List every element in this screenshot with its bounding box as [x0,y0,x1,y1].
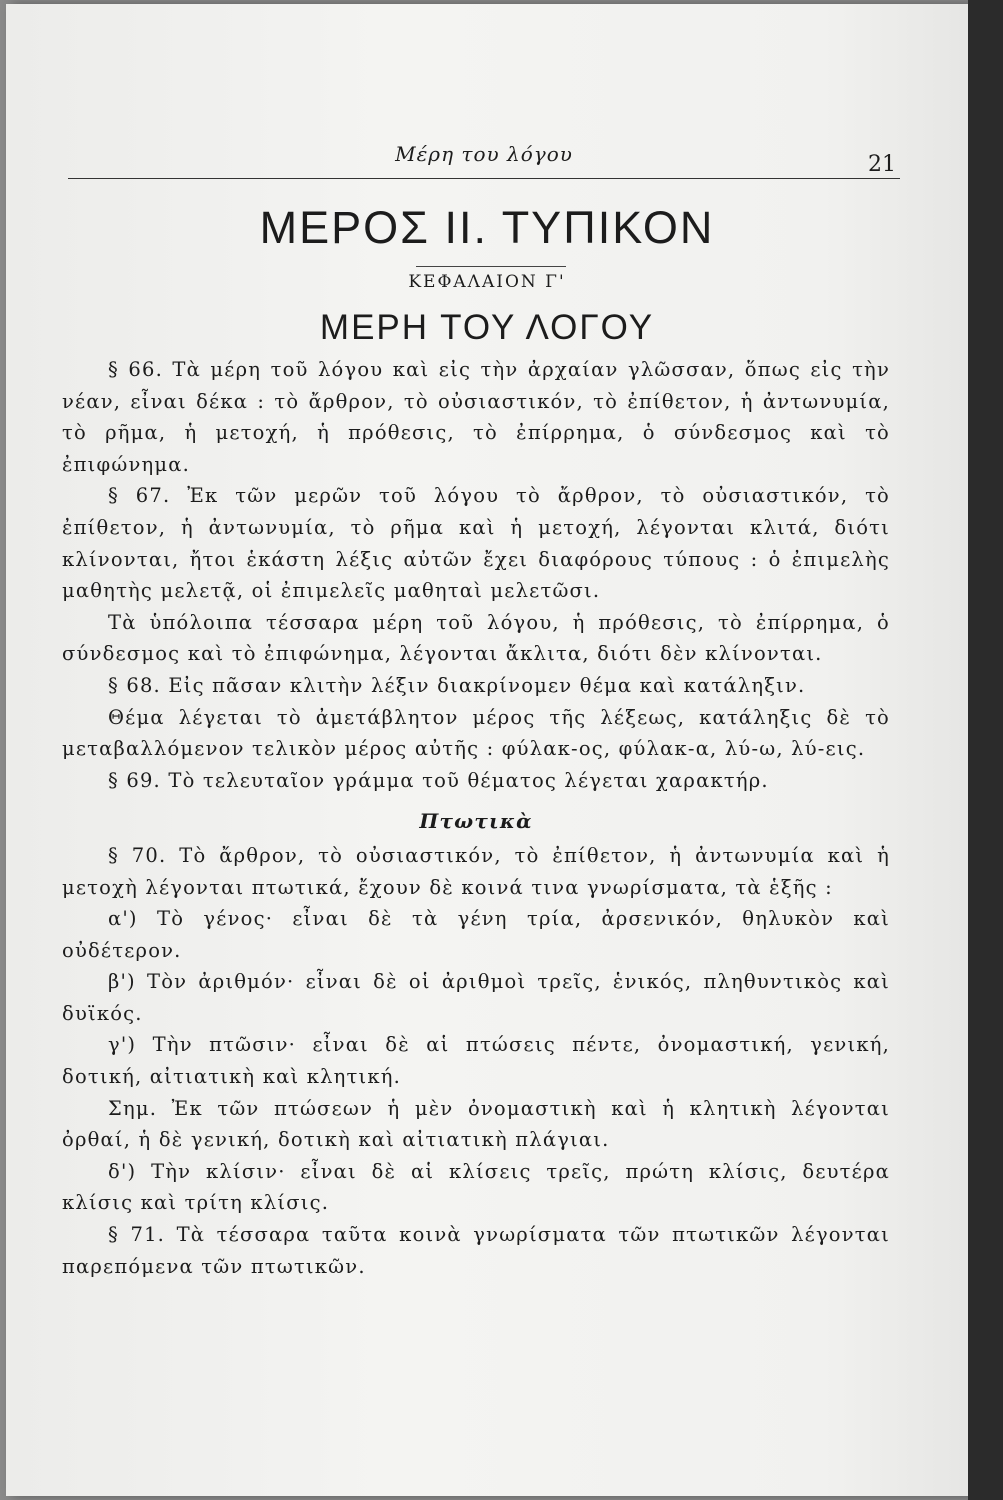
paragraph-71: § 71. Τὰ τέσσαρα ταῦτα κοινὰ γνωρίσματα τῶν πτωτικῶν λέγονται παρεπόμενα τῶν πτωτικῶν. [62,1223,890,1278]
chapter-label: ΚΕΦΑΛΑΙΟΝ Γ' [408,272,566,292]
list-item-case: γ') Τὴν πτῶσιν· εἶναι δὲ αἱ πτώσεις πέντε, ὀνομαστική, γενική, δοτική, αἰτιατικὴ καὶ κλητική. [62,1033,890,1089]
body-text [62,354,890,1282]
chapter-rule [416,266,566,267]
paragraph-67-continued: Τὰ ὑπόλοιπα τέσσαρα μέρη τοῦ λόγου, ἡ πρόθεσις, τὸ ἐπίρρημα, ὁ σύνδεσμος καὶ τὸ ἐπιφώνημα, λέγονται ἄκλιτα, διότι δὲν κλίνονται. [62,610,890,666]
page-edge [968,0,1003,1500]
note-cases: Σημ. Ἐκ τῶν πτώσεων ἡ μὲν ὀνομαστικὴ καὶ ἡ κλητικὴ λέγονται ὀρθαί, ἡ δὲ γενική, δοτικὴ καὶ αἰτιατικὴ πλάγιαι. [62,1096,890,1152]
section-heading: Πτωτικὰ [419,809,533,834]
page-number: 21 [868,152,896,177]
paragraph-68-definition: Θέμα λέγεται τὸ ἀμετάβλητον μέρος τῆς λέξεως, κατάληξις δὲ τὸ μεταβαλλόμενον τελικὸν μέρος αὐτῆς : φύλακ-ος, φύλακ-α, λύ-ω, λύ-εις. [62,705,890,761]
chapter-title: ΜΕΡΗ ΤΟΥ ΛΟΓΟΥ [319,308,655,347]
paragraph-66: § 66. Τὰ μέρη τοῦ λόγου καὶ εἰς τὴν ἀρχαίαν γλῶσσαν, ὅπως εἰς τὴν νέαν, εἶναι δέκα : τὸ ἄρθρον, τὸ οὐσιαστικόν, τὸ ἐπίθετον, ἡ ἀντωνυμία, τὸ ρῆμα, ἡ μετοχή, ἡ πρόθεσις, τὸ ἐπίρρημα, ὁ σύνδεσμος καὶ τὸ ἐπιφώνημα. [62,358,890,476]
running-title: Μέρη του λόγου [395,142,573,166]
paragraph-70: § 70. Τὸ ἄρθρον, τὸ οὐσιαστικόν, τὸ ἐπίθετον, ἡ ἀντωνυμία καὶ ἡ μετοχὴ λέγονται πτωτικά, ἔχουν δὲ κοινά τινα γνωρίσματα, τὰ ἑξῆς : [62,843,890,899]
book-page [6,4,968,1496]
part-title: ΜΕΡΟΣ ΙΙ. ΤΥΠΙΚΟΝ [259,202,715,253]
list-item-declension: δ') Τὴν κλίσιν· εἶναι δὲ αἱ κλίσεις τρεῖς, πρώτη κλίσις, δευτέρα κλίσις καὶ τρίτη κλίσις. [62,1159,890,1215]
running-header [68,142,900,179]
list-item-number: β') Τὸν ἀριθμόν· εἶναι δὲ οἱ ἀριθμοὶ τρεῖς, ἑνικός, πληθυντικὸς καὶ δυϊκός. [62,970,890,1025]
paragraph-69: § 69. Τὸ τελευταῖον γράμμα τοῦ θέματος λέγεται χαρακτήρ. [108,768,769,792]
paragraph-68: § 68. Εἰς πᾶσαν κλιτὴν λέξιν διακρίνομεν θέμα καὶ κατάληξιν. [108,673,806,697]
list-item-gender: α') Τὸ γένος· εἶναι δὲ τὰ γένη τρία, ἀρσενικόν, θηλυκὸν καὶ οὐδέτερον. [62,907,890,962]
paragraph-67: § 67. Ἐκ τῶν μερῶν τοῦ λόγου τὸ ἄρθρον, τὸ οὐσιαστικόν, τὸ ἐπίθετον, ἡ ἀντωνυμία, τὸ ρῆμα καὶ ἡ μετοχή, λέγονται κλιτά, διότι κλίνονται, ἤτοι ἑκάστη λέξις αὐτῶν ἔχει διαφόρους τύπους : ὁ ἐπιμελὴς μαθητὴς μελετᾷ, οἱ ἐπιμελεῖς μαθηταὶ μελετῶσι. [62,484,890,603]
